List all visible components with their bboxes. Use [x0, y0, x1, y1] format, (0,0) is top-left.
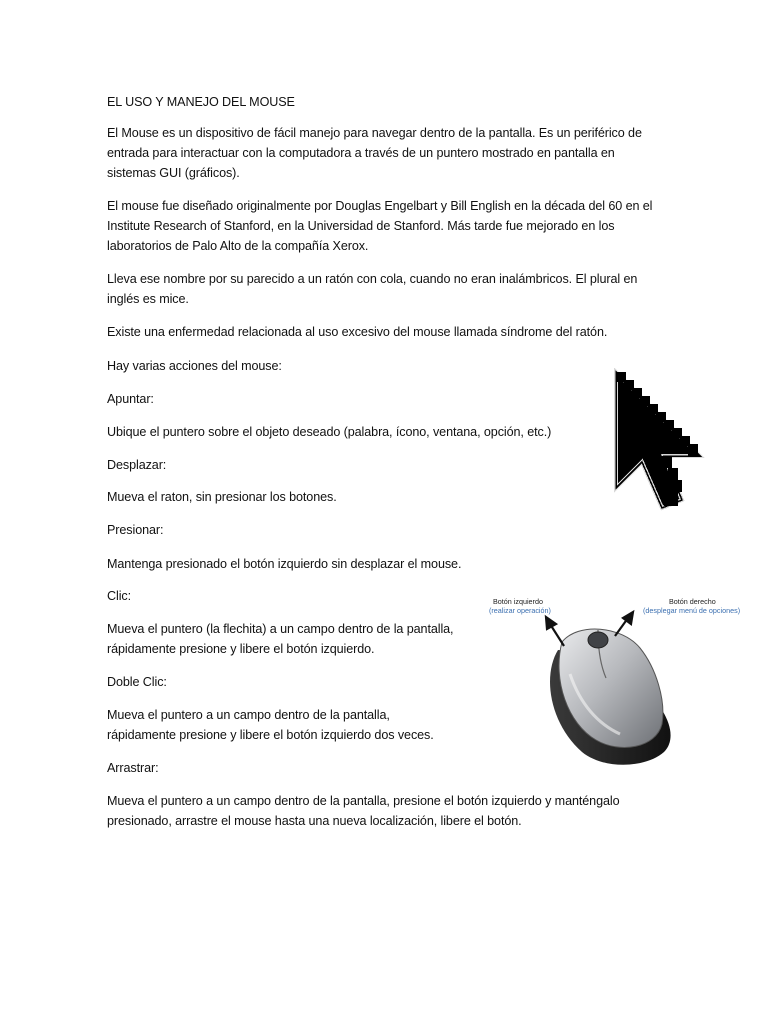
description-presionar: Mantenga presionado el botón izquierdo sin desplazar el mouse. [107, 557, 462, 571]
right-button-label: Botón derecho [669, 597, 716, 606]
paragraph-line: Lleva ese nombre por su parecido a un ratón con cola, cuando no eran inalámbricos. El plural en [107, 272, 638, 286]
page-title: EL USO Y MANEJO DEL MOUSE [107, 95, 295, 109]
description-line: Mueva el puntero (la flechita) a un campo dentro de la pantalla, [107, 622, 454, 636]
heading-desplazar: Desplazar: [107, 458, 167, 472]
paragraph-line: entrada para interactuar con la computadora a través de un puntero mostrado en pantalla en [107, 146, 615, 160]
paragraph-actions-intro: Hay varias acciones del mouse: [107, 359, 282, 373]
heading-presionar: Presionar: [107, 523, 164, 537]
description-line: rápidamente presione y libere el botón izquierdo dos veces. [107, 728, 434, 742]
description-clic [107, 619, 453, 659]
heading-doble-clic: Doble Clic: [107, 675, 167, 689]
heading-clic: Clic: [107, 589, 131, 603]
paragraph-line: El Mouse es un dispositivo de fácil manejo para navegar dentro de la pantalla. Es un periférico de [107, 126, 642, 140]
left-button-sublabel: (realizar operación) [489, 606, 551, 615]
paragraph-line: El mouse fue diseñado originalmente por Douglas Engelbart y Bill English en la década del 60 en el [107, 199, 653, 213]
left-button-label: Botón izquierdo [493, 597, 543, 606]
description-desplazar: Mueva el raton, sin presionar los botones. [107, 490, 337, 504]
description-line: presionado, arrastre el mouse hasta una nueva localización, libere el botón. [107, 814, 522, 828]
description-line: rápidamente presione y libere el botón izquierdo. [107, 642, 375, 656]
description-line: Mueva el puntero a un campo dentro de la pantalla, presione el botón izquierdo y manténgalo [107, 794, 620, 808]
heading-apuntar: Apuntar: [107, 392, 154, 406]
description-arrastrar [107, 791, 620, 831]
paragraph-disease: Existe una enfermedad relacionada al uso excesivo del mouse llamada síndrome del ratón. [107, 325, 608, 339]
arrow-cursor-icon [606, 368, 706, 530]
paragraph-line: inglés es mice. [107, 292, 189, 306]
paragraph-line: Institute Research of Stanford, en la Universidad de Stanford. Más tarde fue mejorado en los [107, 219, 615, 233]
paragraph-intro [107, 123, 642, 183]
paragraph-line: sistemas GUI (gráficos). [107, 166, 240, 180]
description-doble-clic [107, 705, 434, 745]
description-line: Mueva el puntero a un campo dentro de la pantalla, [107, 708, 390, 722]
paragraph-name-origin [107, 269, 637, 309]
description-apuntar: Ubique el puntero sobre el objeto deseado (palabra, ícono, ventana, opción, etc.) [107, 425, 552, 439]
paragraph-line: laboratorios de Palo Alto de la compañía Xerox. [107, 239, 369, 253]
heading-arrastrar: Arrastrar: [107, 761, 159, 775]
right-button-sublabel: (desplegar menú de opciones) [643, 606, 741, 615]
paragraph-history [107, 196, 652, 256]
